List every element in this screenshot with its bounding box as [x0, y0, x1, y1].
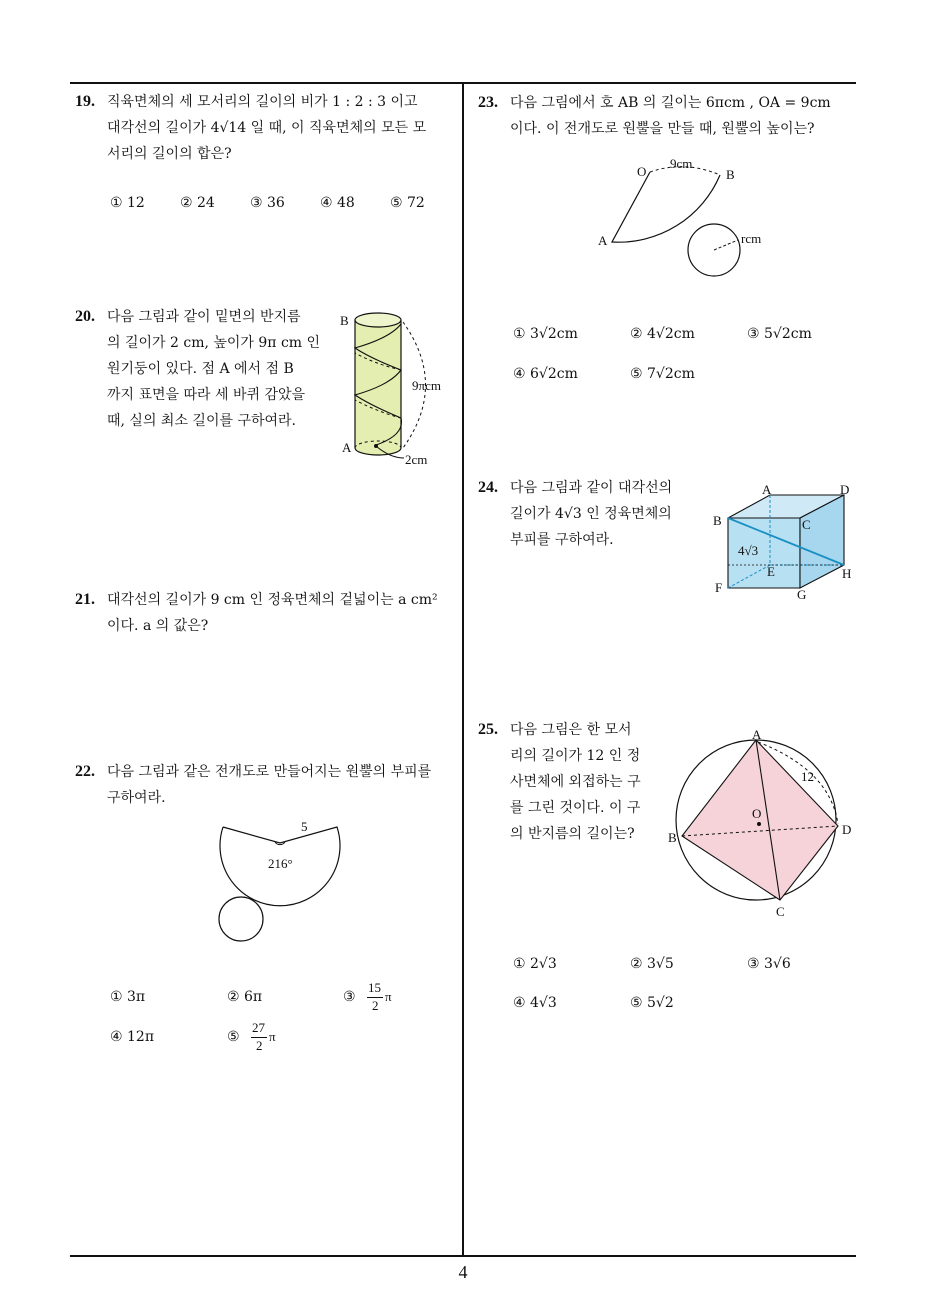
q23-option-4[interactable]: ④ 6√2cm	[513, 366, 578, 382]
q20-text-1: 다음 그림과 같이 밑면의 반지름	[107, 309, 301, 325]
q22-option-3-pi: π	[385, 989, 392, 1004]
q25-text-4: 를 그린 것이다. 이 구	[510, 800, 641, 816]
q24-label-a: A	[762, 482, 772, 497]
q22-label-angle: 216°	[268, 856, 293, 871]
q23-option-2[interactable]: ② 4√2cm	[630, 326, 695, 342]
q22-option-5-denominator: 2	[256, 1038, 263, 1053]
q24-text-1: 다음 그림과 같이 대각선의	[510, 480, 673, 496]
q23-label-r: rcm	[741, 231, 762, 246]
q22-option-3-denominator: 2	[372, 998, 379, 1013]
q25-label-c: C	[776, 904, 785, 919]
q25-option-2[interactable]: ② 3√5	[630, 956, 674, 972]
q24-number: 24.	[478, 479, 498, 496]
q23-label-o: O	[637, 164, 647, 179]
q21-text-1: 대각선의 길이가 9 cm 인 정육면체의 겉넓이는 a cm²	[107, 592, 438, 608]
q20-text-5: 때, 실의 최소 길이를 구하여라.	[107, 413, 296, 429]
q22-option-2[interactable]: ② 6π	[227, 989, 263, 1005]
q23-option-3[interactable]: ③ 5√2cm	[747, 326, 812, 342]
q23-option-5[interactable]: ⑤ 7√2cm	[630, 366, 695, 382]
q20-text-3: 원기둥이 있다. 점 A 에서 점 B	[107, 361, 294, 377]
q24-label-f: F	[715, 580, 723, 595]
q19-text-2: 대각선의 길이가 4√14 일 때, 이 직육면체의 모든 모	[107, 120, 427, 136]
q22-option-3[interactable]: ③	[343, 989, 356, 1005]
q24-label-h: H	[842, 566, 852, 581]
page-number: 4	[458, 1262, 468, 1282]
q19-option-4[interactable]: ④ 48	[320, 195, 355, 211]
q24-text-2: 길이가 4√3 인 정육면체의	[510, 506, 672, 522]
q25-text-2: 리의 길이가 12 인 정	[510, 748, 641, 764]
q25-label-d: D	[842, 822, 852, 837]
q20-label-b: B	[340, 313, 349, 328]
q19-text-3: 서리의 길이의 합은?	[107, 146, 232, 162]
q23-label-len: 9cm	[670, 156, 693, 171]
q23-label-b: B	[726, 167, 735, 182]
q23-option-1[interactable]: ① 3√2cm	[513, 326, 578, 342]
q22-text-1: 다음 그림과 같은 전개도로 만들어지는 원뿔의 부피를	[107, 764, 432, 780]
q22-option-3-numerator: 15	[368, 980, 381, 995]
q22-option-4[interactable]: ④ 12π	[110, 1029, 155, 1045]
q19-option-3[interactable]: ③ 36	[250, 195, 285, 211]
q25-text-5: 의 반지름의 길이는?	[510, 826, 635, 842]
q22-option-5-numerator: 27	[252, 1020, 265, 1035]
q24-cube-figure	[720, 485, 855, 595]
q25-label-a: A	[752, 727, 762, 742]
q25-label-edge: 12	[801, 769, 814, 784]
q22-option-5[interactable]: ⑤	[227, 1029, 240, 1045]
q20-number: 20.	[75, 308, 95, 325]
q24-label-c: C	[802, 517, 811, 532]
q25-option-4[interactable]: ④ 4√3	[513, 995, 557, 1011]
q21-text-2: 이다. a 의 값은?	[107, 618, 209, 634]
q25-text-1: 다음 그림은 한 모서	[510, 722, 632, 738]
q25-text-3: 사면체에 외접하는 구	[510, 774, 641, 790]
q21-number: 21.	[75, 591, 95, 608]
q24-text-3: 부피를 구하여라.	[510, 532, 614, 548]
q22-net-figure	[210, 815, 350, 945]
q20-label-height: 9πcm	[412, 378, 441, 393]
q19-text-1: 직육면체의 세 모서리의 길이의 비가 1 : 2 : 3 이고	[107, 94, 418, 110]
q23-net-figure	[600, 160, 770, 280]
q24-label-b: B	[713, 513, 722, 528]
bottom-rule	[70, 1255, 856, 1257]
q19-option-2[interactable]: ② 24	[180, 195, 215, 211]
q19-option-5[interactable]: ⑤ 72	[390, 195, 425, 211]
q22-text-2: 구하여라.	[107, 790, 166, 806]
q25-option-3[interactable]: ③ 3√6	[747, 956, 791, 972]
q23-label-a: A	[598, 233, 608, 248]
q24-label-g: G	[797, 587, 807, 602]
q25-number: 25.	[478, 721, 498, 738]
q25-option-1[interactable]: ① 2√3	[513, 956, 557, 972]
q23-text-1: 다음 그림에서 호 AB 의 길이는 6πcm , OA = 9cm	[510, 95, 831, 111]
q19-number: 19.	[75, 93, 95, 110]
column-divider	[462, 82, 464, 1257]
q22-option-5-pi: π	[269, 1029, 276, 1044]
q22-label-slant: 5	[301, 819, 308, 834]
q23-text-2: 이다. 이 전개도로 원뿔을 만들 때, 원뿔의 높이는?	[510, 121, 815, 137]
q22-number: 22.	[75, 763, 95, 780]
q20-text-4: 까지 표면을 따라 세 바퀴 감았을	[107, 387, 306, 403]
q23-number: 23.	[478, 94, 498, 111]
q22-option-1[interactable]: ① 3π	[110, 989, 146, 1005]
q20-text-2: 의 길이가 2 cm, 높이가 9π cm 인	[107, 335, 321, 351]
q24-label-diag: 4√3	[738, 543, 759, 558]
q24-label-e: E	[767, 564, 775, 579]
q25-label-b: B	[668, 830, 677, 845]
q24-label-d: D	[840, 482, 850, 497]
q20-label-radius: 2cm	[405, 452, 428, 467]
q20-label-a: A	[342, 440, 352, 455]
q19-option-1[interactable]: ① 12	[110, 195, 145, 211]
q25-option-5[interactable]: ⑤ 5√2	[630, 995, 674, 1011]
q25-label-o: O	[752, 806, 762, 821]
